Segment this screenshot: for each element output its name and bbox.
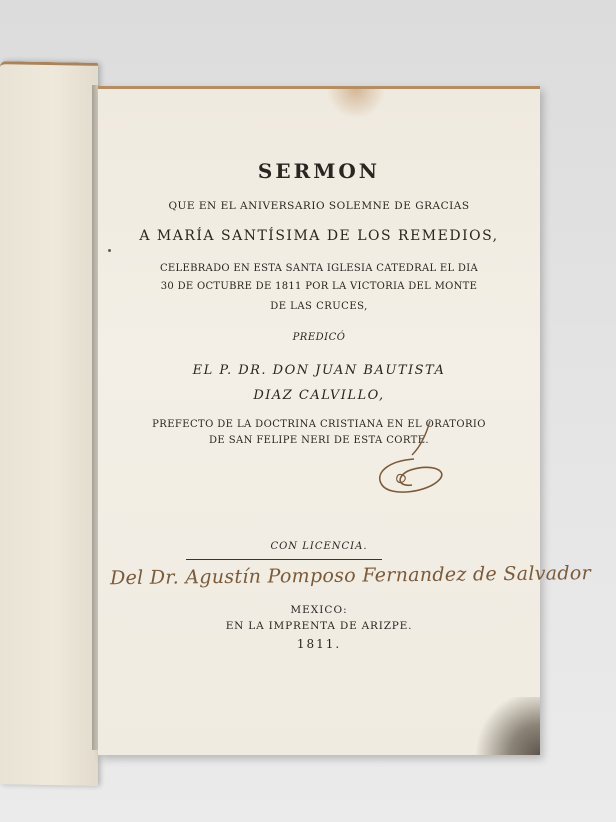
subtitle-line-1: QUE EN EL ANIVERSARIO SOLEMNE DE GRACIAS: [168, 200, 470, 212]
subtitle-line-5: DE LAS CRUCES,: [270, 301, 368, 312]
subtitle-line-3: CELEBRADO EN ESTA SANTA IGLESIA CATEDRAL EL DIA: [159, 263, 478, 274]
imprint-place: MEXICO:: [290, 604, 348, 616]
book-title: SERMON: [257, 159, 381, 183]
corner-stain: [476, 697, 540, 755]
imprint-year: 1811.: [296, 637, 342, 651]
provenance-inscription: Del Dr. Agustín Pomposo Fernandez de Salvador: [109, 562, 592, 590]
subtitle-line-2: A MARÍA SANTÍSIMA DE LOS REMEDIOS,: [139, 228, 499, 244]
imprint-press: EN LA IMPRENTA DE ARIZPE.: [225, 620, 413, 632]
license-line: CON LICENCIA.: [270, 541, 368, 552]
left-page: [0, 61, 98, 786]
prefect-line-1: PREFECTO DE LA DOCTRINA CRISTIANA EN EL ORATORIO: [152, 419, 486, 430]
handwritten-flourish-icon: [368, 415, 448, 505]
subtitle-line-4: 30 DE OCTUBRE DE 1811 POR LA VICTORIA DEL MONTE: [160, 281, 478, 292]
top-stain: [326, 89, 386, 119]
title-page: [98, 86, 592, 755]
author-line-1: EL P. DR. DON JUAN BAUTISTA: [192, 363, 446, 378]
ink-dot: [108, 249, 111, 252]
rule-divider: [186, 559, 382, 560]
author-line-2: DIAZ CALVILLO,: [253, 388, 385, 403]
predico-label: PREDICÓ: [292, 332, 346, 343]
prefect-line-2: DE SAN FELIPE NERI DE ESTA CORTE.: [209, 435, 429, 446]
